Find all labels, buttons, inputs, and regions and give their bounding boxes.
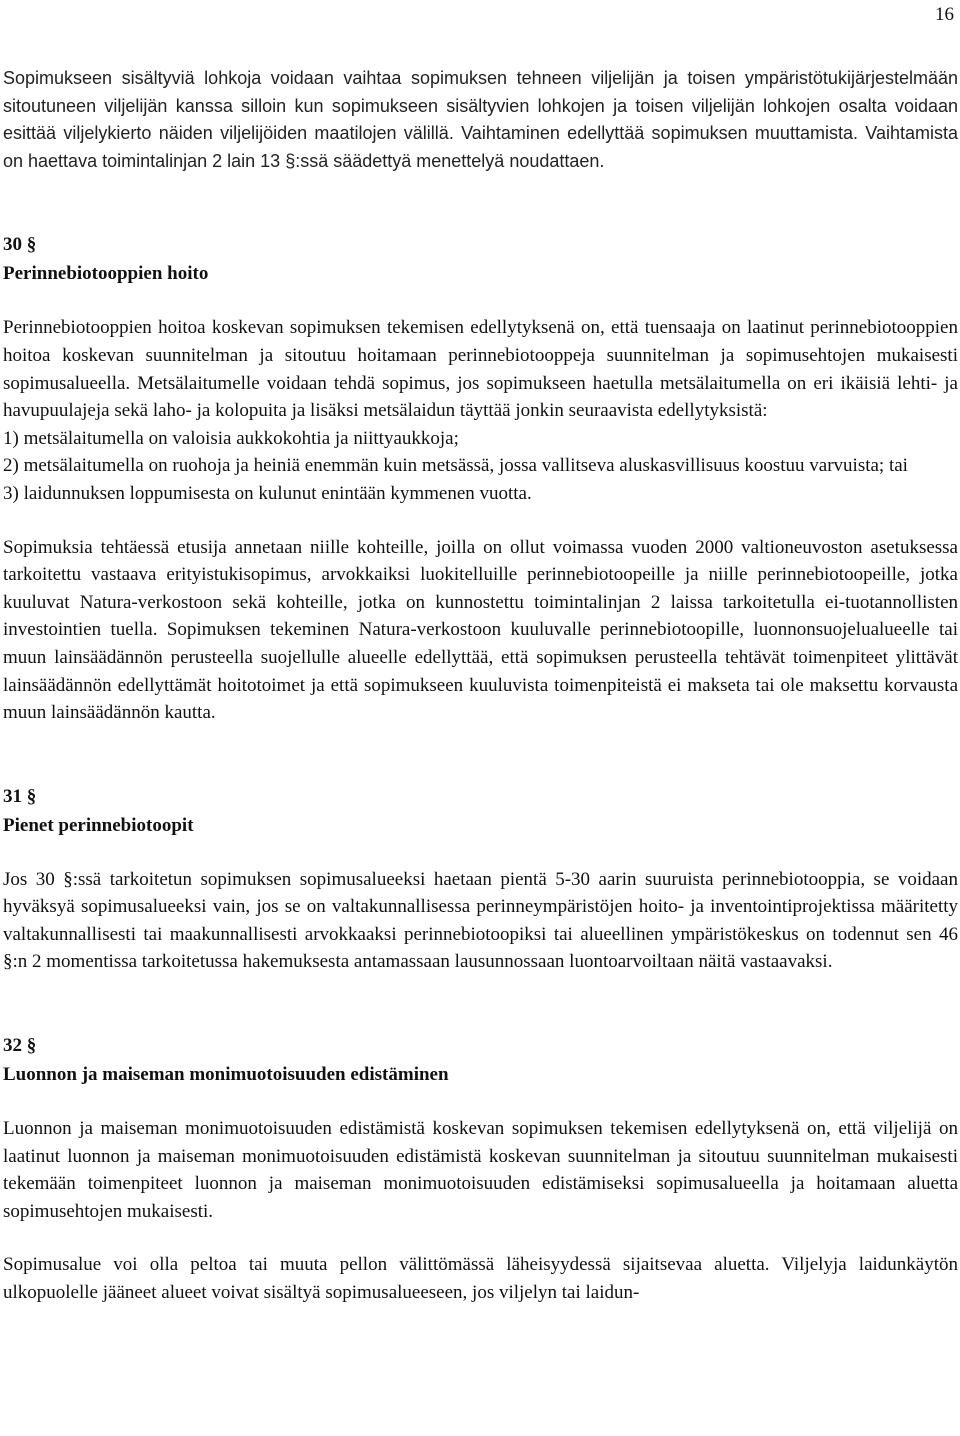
page-number: 16	[935, 4, 954, 25]
paragraph: Perinnebiotooppien hoitoa koskevan sopimuksen tekemisen edellytyksenä on, että tuensaaja on laatinut perinnebiotooppien hoitoa koskevan suunnitelman ja sitoutuu hoitamaan perinnebiotooppeja suunnitelman ja sopimusehtojen mukaisesti sopimusalueella. Metsälaitumelle voidaan tehdä sopimus, jos sopimukseen haetulla metsälaitumella on eri ikäisiä lehti- ja havupuulajeja sekä laho- ja kolopuita ja lisäksi metsälaidun täyttää jonkin seuraavista edellytyksistä:	[3, 317, 958, 422]
section-number: 31 §	[3, 785, 37, 807]
section-32	[3, 1031, 958, 1307]
section-title: Perinnebiotooppien hoito	[3, 263, 209, 285]
paragraph: Jos 30 §:ssä tarkoitetun sopimuksen sopimusalueeksi haetaan pientä 5-30 aarin suuruista perinnebiotooppia, se voidaan hyväksyä sopimusalueeksi vain, jos se on valtakunnallisessa perinneympäristöjen hoito- ja inventointiprojektissa määritetty valtakunnallisesti tai maakunnallisesti arvokkaaksi perinnebiotoopiksi tai alueellinen ympäristökeskus on todennut sen 46 §:n 2 momentissa tarkoitetussa hakemuksesta antamassaan lausunnossaan luontoarvoiltaan näitä vastaavaksi.	[3, 868, 958, 973]
section-number: 30 §	[3, 234, 37, 256]
paragraph: Sopimuksia tehtäessä etusija annetaan niille kohteille, joilla on ollut voimassa vuoden 2000 valtioneuvoston asetuksessa tarkoitettu vastaava erityistukisopimus, arvokkaiksi luokitelluille perinnebiotoopeille ja niille perinnebiotoopeille, jotka kuuluvat Natura-verkostoon sekä kohteille, jotka on kunnostettu toimintalinjan 2 laissa tarkoitetulla ei-tuotannollisten investointien tuella. Sopimuksen tekeminen Natura-verkostoon kuuluvalle perinnebiotoopille, luonnonsuojelualueelle tai muun lainsäädännön perusteella suojellulle alueelle edellyttää, että sopimuksen perusteella tehtävät toimenpiteet ylittävät lainsäädännön edellyttämät hoitotoimet ja että sopimukseen kuuluvista toimenpiteistä ei makseta tai ole maksettu korvausta muun lainsäädännön kautta.	[3, 536, 958, 724]
list-item: 1) metsälaitumella on valoisia aukkokohtia ja niittyaukkoja;	[3, 427, 459, 449]
paragraph: Luonnon ja maiseman monimuotoisuuden edistämistä koskevan sopimuksen tekemisen edellytyksenä on, että viljelijä on laatinut luonnon ja maiseman monimuotoisuuden edistämistä koskevan suunnitelman ja sitoutuu suunnitelman mukaisesti tekemään toimenpiteet luonnon ja maiseman monimuotoisuuden edistämiseksi sopimusalueella ja hoitamaan aluetta sopimusehtojen mukaisesti.	[3, 1118, 958, 1222]
section-31	[3, 782, 958, 976]
intro-paragraph: Sopimukseen sisältyviä lohkoja voidaan vaihtaa sopimuksen tehneen viljelijän ja toisen ympäristötukijärjestelmään sitoutuneen viljelijän kanssa silloin kun sopimukseen sisältyvien lohkojen ja toisen viljelijän lohkojen osalta voidaan esittää viljelykierto näiden viljelijöiden maatilojen välillä. Vaihtaminen edellyttää sopimuksen muuttamista. Vaihtamista on haettava toimintalinjan 2 lain 13 §:ssä säädettyä menettelyä noudattaen.	[3, 68, 958, 171]
section-number: 32 §	[3, 1035, 37, 1057]
list-item: 2) metsälaitumella on ruohoja ja heiniä enemmän kuin metsässä, jossa vallitseva aluskasvillisuus koostuu varvuista; tai	[3, 455, 908, 477]
document-body	[3, 65, 958, 1307]
section-title: Pienet perinnebiotoopit	[3, 814, 194, 836]
section-30	[3, 230, 958, 726]
section-title: Luonnon ja maiseman monimuotoisuuden edistäminen	[3, 1064, 449, 1086]
list-item: 3) laidunnuksen loppumisesta on kulunut enintään kymmenen vuotta.	[3, 482, 532, 504]
paragraph: Sopimusalue voi olla peltoa tai muuta pellon välittömässä läheisyydessä sijaitsevaa aluetta. Viljelyja laidunkäytön ulkopuolelle jääneet alueet voivat sisältyä sopimusalueeseen, jos viljelyn tai laidun-	[3, 1254, 958, 1304]
